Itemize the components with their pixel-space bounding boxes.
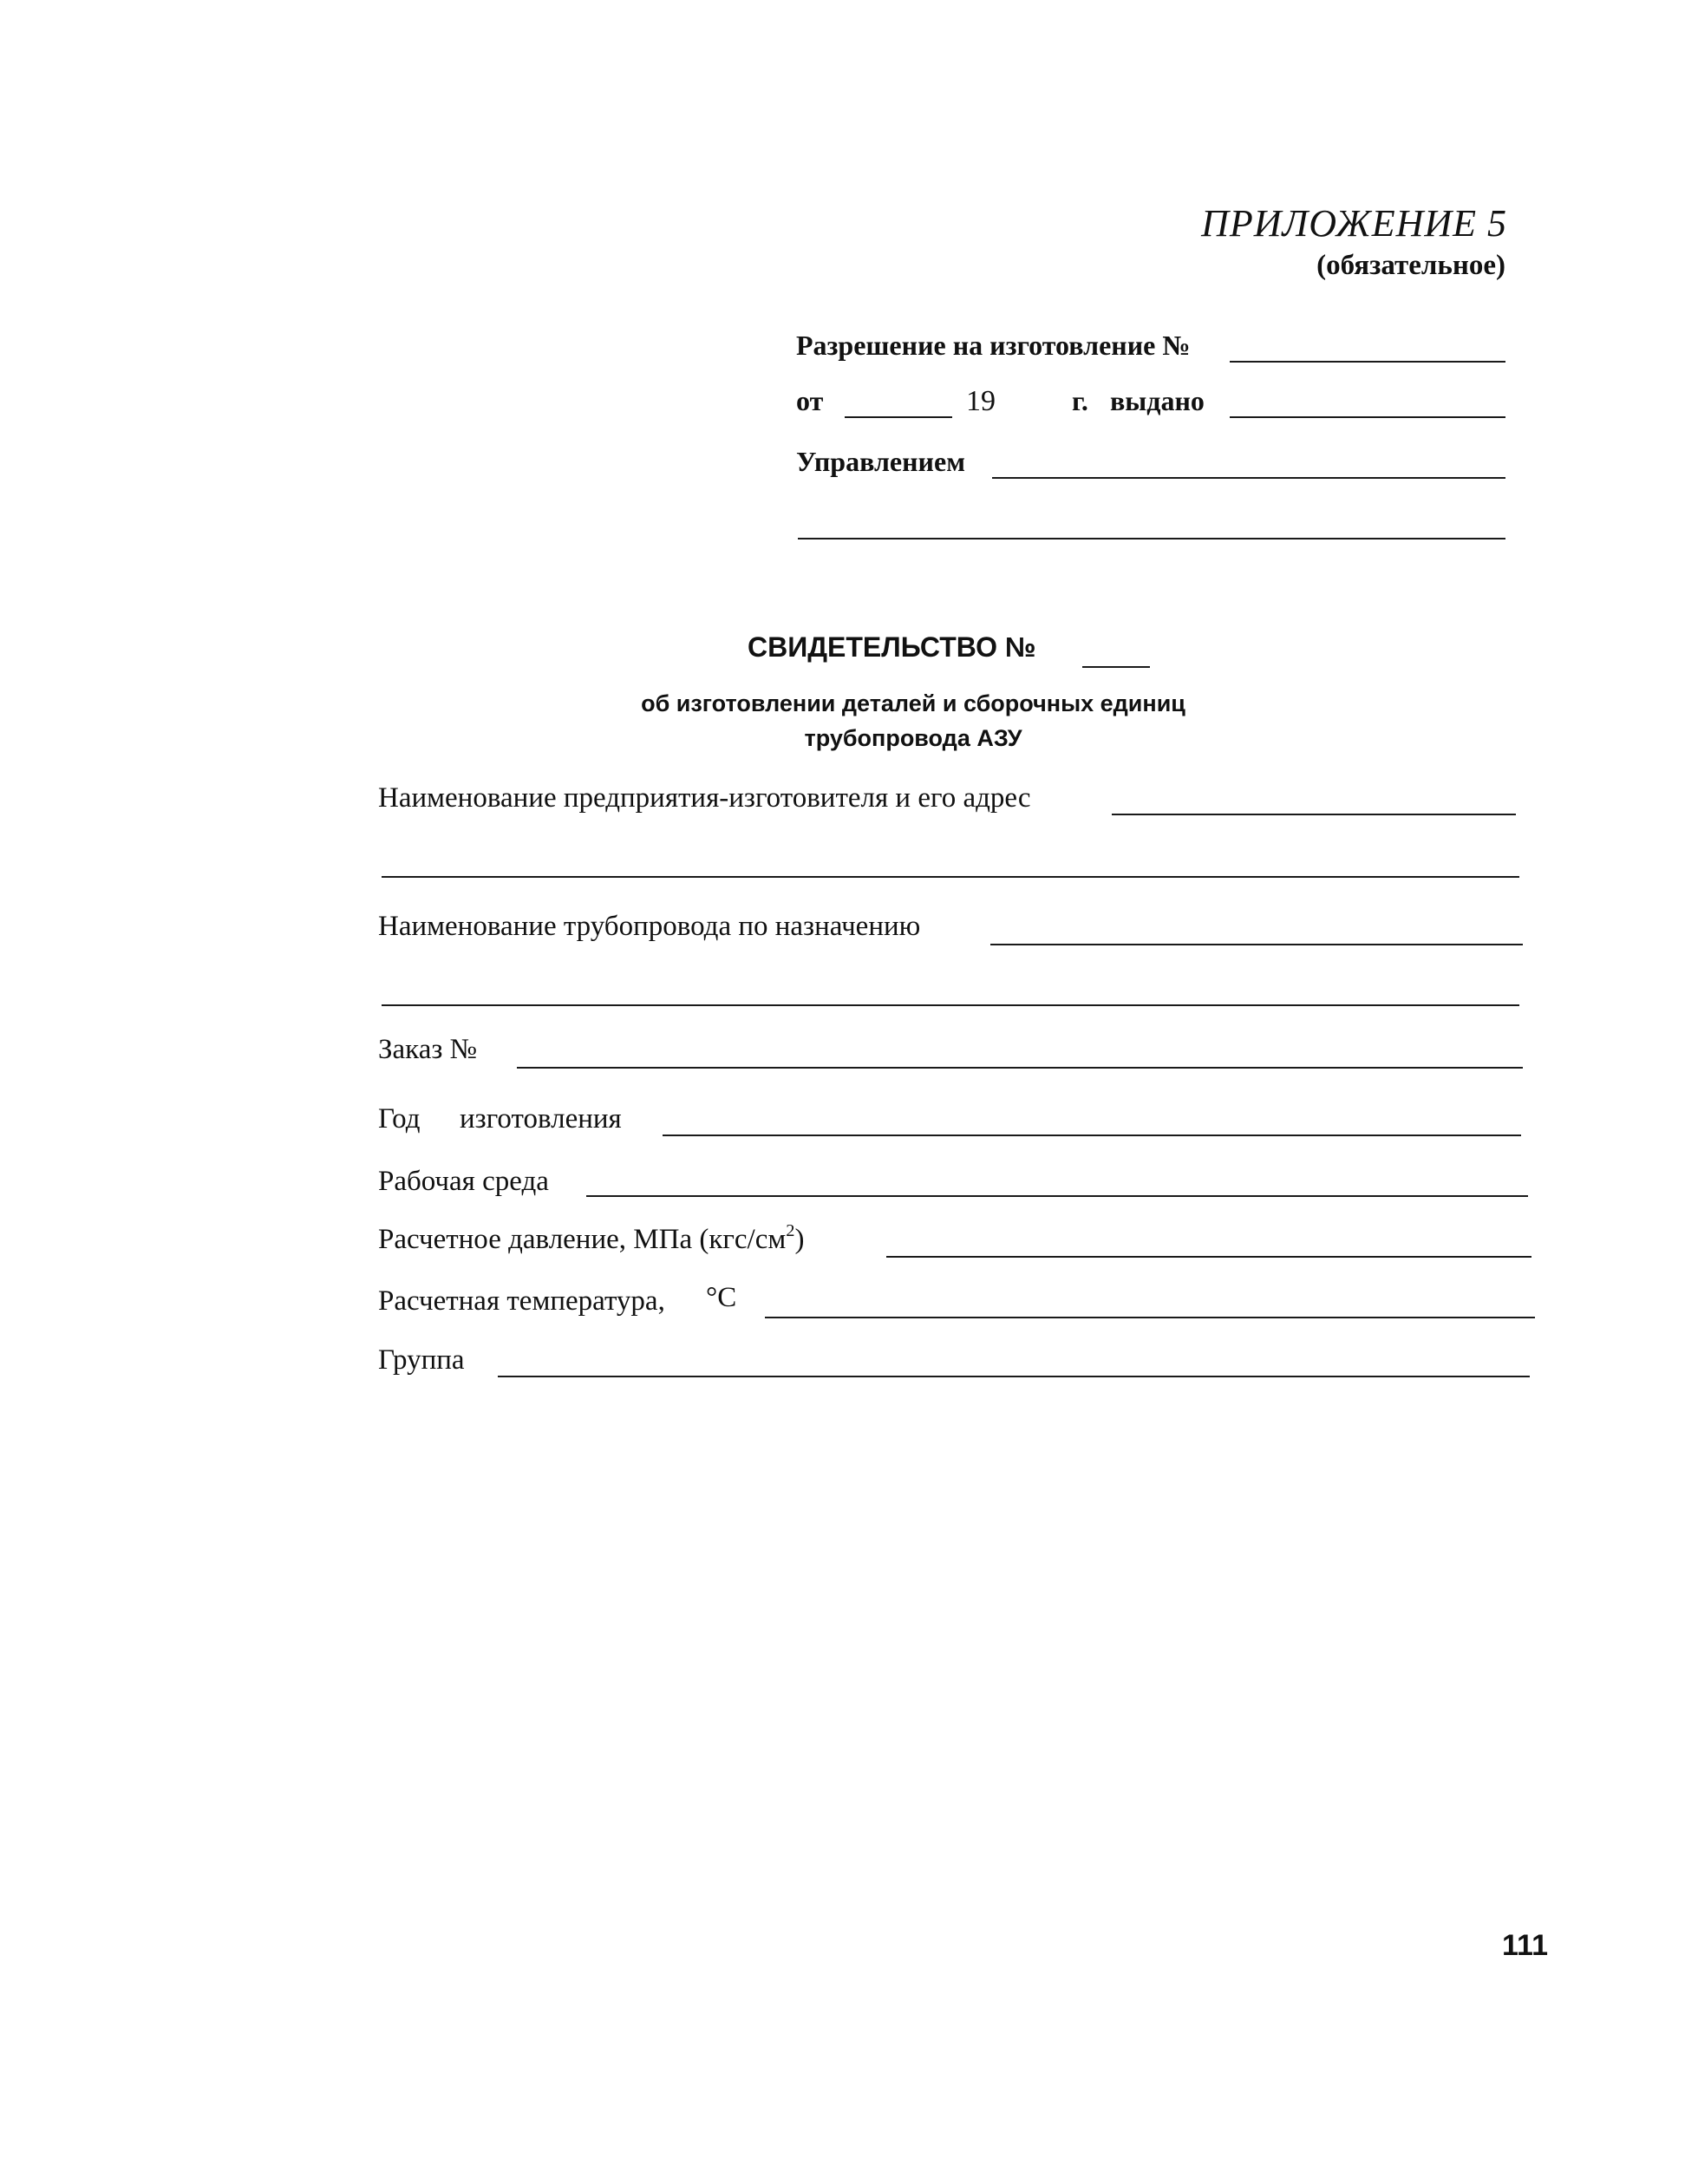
pressure-close: ) — [794, 1224, 805, 1255]
medium-label: Рабочая среда — [378, 1166, 549, 1197]
group-field[interactable] — [498, 1376, 1530, 1377]
appendix-title: ПРИЛОЖЕНИЕ 5 — [1201, 202, 1507, 245]
enterprise-field-2[interactable] — [382, 876, 1519, 878]
pipeline-name-field-2[interactable] — [382, 1004, 1519, 1006]
pressure-exponent: 2 — [786, 1221, 795, 1240]
page-number: 111 — [1502, 1929, 1548, 1962]
temperature-field[interactable] — [765, 1317, 1535, 1318]
temperature-unit: °С — [706, 1282, 737, 1313]
permission-number-field[interactable] — [1230, 361, 1505, 363]
year-label-2: изготовления — [460, 1103, 622, 1135]
order-field[interactable] — [517, 1067, 1523, 1069]
medium-field[interactable] — [586, 1195, 1528, 1197]
pressure-label — [378, 1223, 804, 1256]
permission-issued-field[interactable] — [1230, 416, 1505, 418]
pressure-field[interactable] — [886, 1256, 1531, 1258]
pressure-text: Расчетное давление, МПа (кгс/см — [378, 1224, 787, 1255]
temperature-label: Расчетная температура, — [378, 1285, 665, 1317]
permission-authority-field-2[interactable] — [798, 538, 1505, 539]
permission-year-prefix: 19 — [966, 385, 996, 417]
certificate-subtitle-line1: об изготовлении деталей и сборочных единиц — [641, 690, 1185, 716]
permission-label: Разрешение на изготовление № — [796, 330, 1191, 361]
permission-year-suffix: г. — [1072, 385, 1088, 416]
pipeline-name-field[interactable] — [990, 944, 1523, 945]
pipeline-name-label: Наименование трубопровода по назначению — [378, 911, 921, 942]
order-label: Заказ № — [378, 1034, 478, 1065]
certificate-number-field[interactable] — [1082, 666, 1150, 668]
permission-date-field[interactable] — [845, 416, 952, 418]
year-field[interactable] — [663, 1135, 1521, 1136]
permission-authority-label: Управлением — [796, 446, 965, 477]
permission-authority-field[interactable] — [992, 477, 1505, 479]
certificate-subtitle-line2: трубопровода АЗУ — [804, 725, 1022, 751]
appendix-note: (обязательное) — [1316, 250, 1505, 281]
permission-from-label: от — [796, 385, 824, 416]
enterprise-field[interactable] — [1112, 814, 1516, 815]
permission-issued-label: выдано — [1110, 385, 1205, 416]
group-label: Группа — [378, 1344, 465, 1376]
enterprise-label: Наименование предприятия-изготовителя и его адрес — [378, 782, 1031, 814]
year-label: Год — [378, 1103, 421, 1135]
certificate-title: СВИДЕТЕЛЬСТВО № — [748, 631, 1036, 663]
